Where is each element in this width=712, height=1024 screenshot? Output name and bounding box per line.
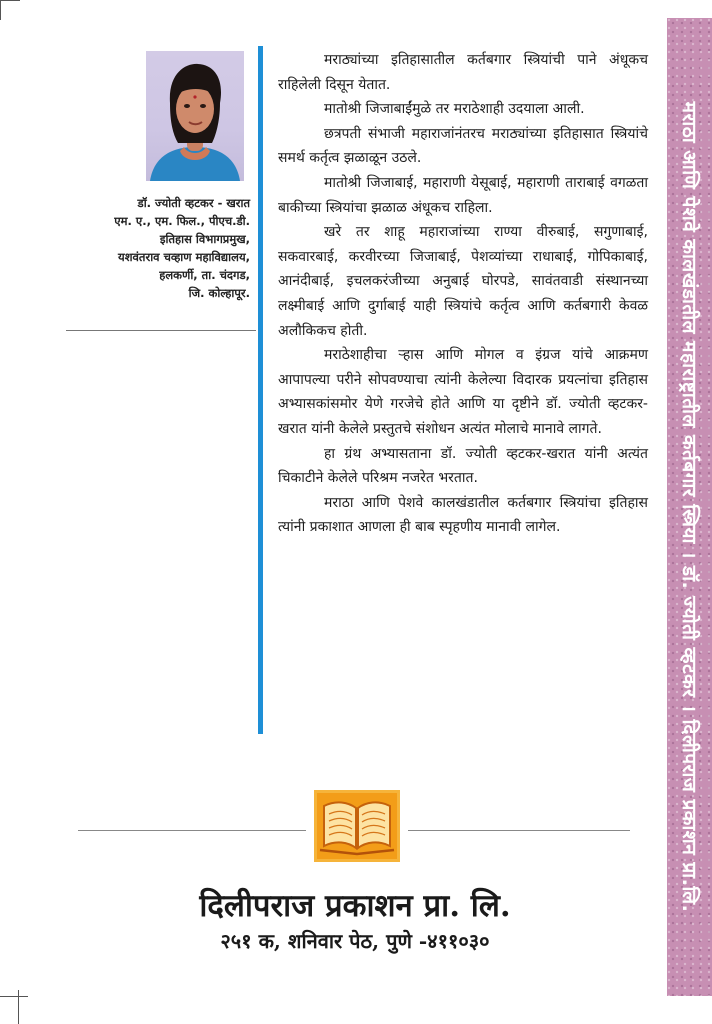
spine-title: मराठा आणि पेशवे कालखंडातील महाराष्ट्रातील कर्तबगार स्त्रिया । डॉ. ज्योती व्हटकर । दिलीपराज प्रकाशन प्रा.लि.	[677, 101, 700, 913]
author-degrees: एम. ए., एम. फिल., पीएच.डी.	[114, 214, 250, 228]
author-name: डॉ. ज्योती व्हटकर - खरात	[137, 196, 250, 210]
publisher-address: २५१ क, शनिवार पेठ, पुणे -४११०३०	[220, 929, 490, 953]
publisher-logo	[314, 790, 400, 862]
author-position: इतिहास विभागप्रमुख,	[159, 232, 250, 246]
author-portrait	[146, 51, 244, 181]
author-photo	[146, 51, 244, 181]
accent-bar	[258, 46, 263, 734]
paragraph: मराठेशाहीचा ऱ्हास आणि मोगल व इंग्रज यांचे आक्रमण आपापल्या परीने सोपवण्याचा त्यांनी केलेल्या विदारक प्रयत्नांचा इतिहास अभ्यासकांसमोर येणे गरजेचे होते आणि या दृष्टीने डॉ. ज्योती व्हटकर-खरात यांनी केलेले प्रस्तुतचे संशोधन अत्यंत मोलाचे मानावे लागते.	[278, 347, 648, 437]
book-spine	[667, 18, 712, 996]
paragraph: छत्रपती संभाजी महाराजांनंतरच मराठ्यांच्या इतिहासात स्त्रियांचे समर्थ कर्तृत्व झळाळून उठले.	[278, 125, 648, 167]
author-location: हलकर्णी, ता. चंदगड,	[159, 268, 250, 282]
paragraph: मराठा आणि पेशवे कालखंडातील कर्तबगार स्त्रियांचा इतिहास त्यांनी प्रकाशात आणला ही बाब स्पृहणीय मानावी लागेल.	[278, 494, 648, 536]
paragraph: खरे तर शाहू महाराजांच्या राण्या वीरुबाई, सगुणाबाई, सकवारबाई, करवीरच्या जिजाबाई, पेशव्यांच्या राधाबाई, गोपिकाबाई, आनंदीबाई, इचलकरंजीच्या अनुबाई घोरपडे, सावंतवाडी संस्थानच्या लक्ष्मीबाई आणि दुर्गाबाई याही स्त्रियांचे कर्तृत्व आणि कर्तबगारी केवळ अलौकिकच होती.	[278, 224, 648, 339]
author-details	[40, 194, 250, 302]
crop-mark	[0, 0, 20, 1]
crop-mark	[18, 990, 19, 1024]
paragraph: हा ग्रंथ अभ्यासताना डॉ. ज्योती व्हटकर-खरात यांनी अत्यंत चिकाटीने केलेले परिश्रम नजरेत भरतात.	[278, 445, 648, 487]
blurb-text	[278, 48, 648, 540]
crop-mark	[0, 996, 28, 997]
paragraph: मातोश्री जिजाबाई, महाराणी येसूबाई, महाराणी ताराबाई वगळता बाकीच्या स्त्रियांचा झळाळ अंधूकच राहिला.	[278, 174, 648, 216]
divider	[66, 330, 256, 331]
crop-mark	[0, 0, 1, 20]
paragraph: मराठ्यांच्या इतिहासातील कर्तबगार स्त्रियांची पाने अंधूकच राहिलेली दिसून येतात.	[278, 52, 648, 93]
author-college: यशवंतराव चव्हाण महाविद्यालय,	[118, 250, 250, 264]
divider	[408, 830, 630, 831]
publisher-name: दिलीपराज प्रकाशन प्रा. लि.	[199, 888, 511, 924]
author-district: जि. कोल्हापूर.	[188, 286, 250, 300]
divider	[78, 830, 306, 831]
open-book-icon	[314, 790, 400, 862]
paragraph: मातोश्री जिजाबाईंमुळे तर मराठेशाही उदयाला आली.	[324, 101, 585, 118]
